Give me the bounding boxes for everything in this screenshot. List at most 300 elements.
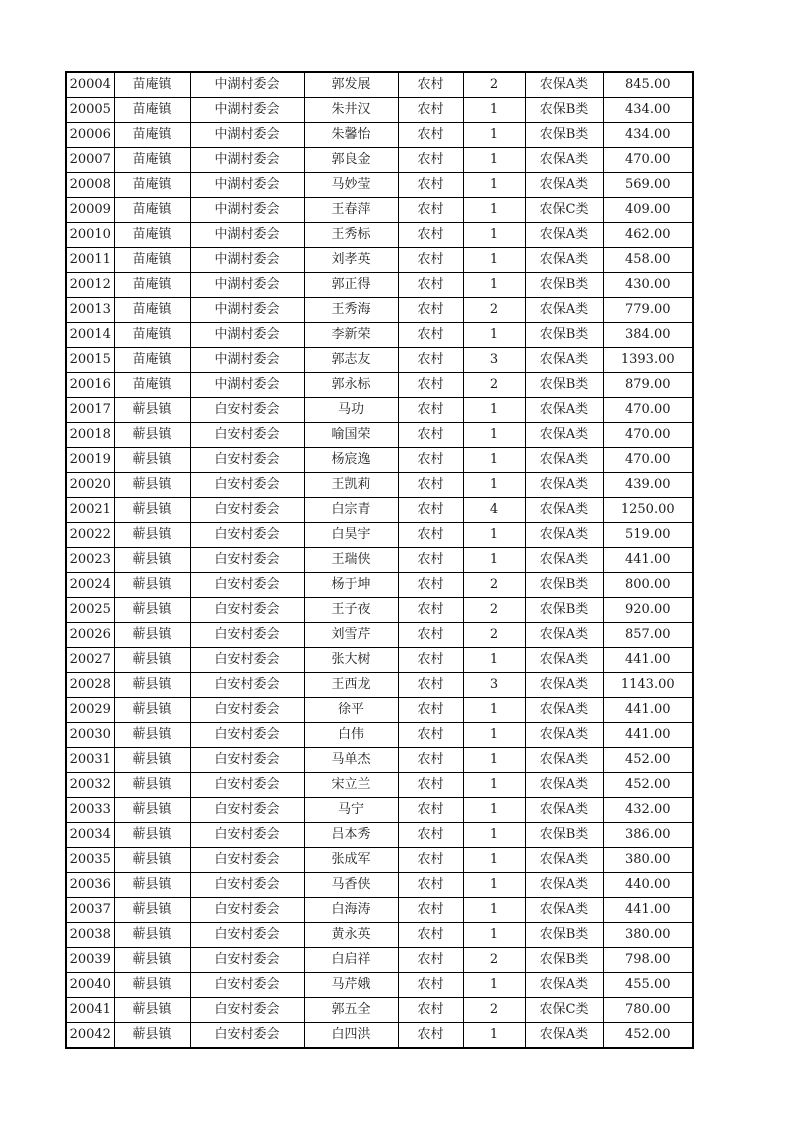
table-cell: 440.00 xyxy=(603,873,693,898)
table-cell: 441.00 xyxy=(603,898,693,923)
table-cell: 农保B类 xyxy=(525,573,603,598)
table-cell: 农村 xyxy=(398,573,463,598)
table-cell: 蕲县镇 xyxy=(114,423,190,448)
table-cell: 1 xyxy=(463,898,525,923)
table-cell: 白昊宇 xyxy=(304,523,398,548)
table-cell: 农保B类 xyxy=(525,273,603,298)
table-cell: 农保A类 xyxy=(525,873,603,898)
table-cell: 农村 xyxy=(398,498,463,523)
table-cell: 1 xyxy=(463,223,525,248)
table-row xyxy=(66,373,693,398)
table-row xyxy=(66,548,693,573)
table-cell: 1 xyxy=(463,248,525,273)
table-cell: 20029 xyxy=(66,698,114,723)
table-cell: 朱馨怡 xyxy=(304,123,398,148)
table-row xyxy=(66,98,693,123)
table-cell: 2 xyxy=(463,598,525,623)
table-cell: 20027 xyxy=(66,648,114,673)
table-cell: 张成军 xyxy=(304,848,398,873)
table-row xyxy=(66,948,693,973)
table-cell: 农村 xyxy=(398,323,463,348)
table-cell: 20033 xyxy=(66,798,114,823)
table-cell: 白安村委会 xyxy=(190,798,304,823)
table-cell: 农保A类 xyxy=(525,1023,603,1049)
table-cell: 白四洪 xyxy=(304,1023,398,1049)
table-row xyxy=(66,473,693,498)
table-cell: 苗庵镇 xyxy=(114,173,190,198)
table-cell: 郭志友 xyxy=(304,348,398,373)
table-cell: 马单杰 xyxy=(304,748,398,773)
table-cell: 蕲县镇 xyxy=(114,898,190,923)
table-cell: 蕲县镇 xyxy=(114,623,190,648)
table-cell: 农保A类 xyxy=(525,623,603,648)
table-cell: 杨宸逸 xyxy=(304,448,398,473)
table-row xyxy=(66,823,693,848)
table-cell: 王秀海 xyxy=(304,298,398,323)
table-cell: 1 xyxy=(463,148,525,173)
table-cell: 农村 xyxy=(398,298,463,323)
table-cell: 1 xyxy=(463,273,525,298)
table-cell: 苗庵镇 xyxy=(114,223,190,248)
table-cell: 452.00 xyxy=(603,773,693,798)
table-row xyxy=(66,973,693,998)
table-row xyxy=(66,198,693,223)
table-cell: 432.00 xyxy=(603,798,693,823)
table-cell: 20021 xyxy=(66,498,114,523)
table-cell: 白安村委会 xyxy=(190,398,304,423)
table-cell: 刘孝英 xyxy=(304,248,398,273)
table-cell: 519.00 xyxy=(603,523,693,548)
table-cell: 农村 xyxy=(398,673,463,698)
table-cell: 中湖村委会 xyxy=(190,323,304,348)
table-cell: 中湖村委会 xyxy=(190,148,304,173)
table-cell: 1 xyxy=(463,823,525,848)
table-cell: 农保C类 xyxy=(525,198,603,223)
table-row xyxy=(66,723,693,748)
table-cell: 中湖村委会 xyxy=(190,273,304,298)
table-cell: 蕲县镇 xyxy=(114,948,190,973)
table-cell: 20041 xyxy=(66,998,114,1023)
table-cell: 苗庵镇 xyxy=(114,198,190,223)
table-cell: 农村 xyxy=(398,823,463,848)
table-cell: 白安村委会 xyxy=(190,873,304,898)
table-cell: 农村 xyxy=(398,98,463,123)
table-cell: 20026 xyxy=(66,623,114,648)
table-cell: 蕲县镇 xyxy=(114,473,190,498)
table-cell: 1 xyxy=(463,173,525,198)
table-cell: 2 xyxy=(463,623,525,648)
table-cell: 20014 xyxy=(66,323,114,348)
table-cell: 农村 xyxy=(398,273,463,298)
table-cell: 农村 xyxy=(398,423,463,448)
table-cell: 845.00 xyxy=(603,72,693,98)
table-cell: 白安村委会 xyxy=(190,848,304,873)
table-cell: 20019 xyxy=(66,448,114,473)
table-cell: 宋立兰 xyxy=(304,773,398,798)
table-cell: 白安村委会 xyxy=(190,523,304,548)
table-row xyxy=(66,623,693,648)
table-cell: 蕲县镇 xyxy=(114,648,190,673)
table-cell: 380.00 xyxy=(603,848,693,873)
table-cell: 马宁 xyxy=(304,798,398,823)
table-cell: 农村 xyxy=(398,173,463,198)
table-cell: 20028 xyxy=(66,673,114,698)
table-cell: 中湖村委会 xyxy=(190,298,304,323)
table-row xyxy=(66,323,693,348)
table-cell: 农村 xyxy=(398,598,463,623)
table-cell: 20007 xyxy=(66,148,114,173)
table-row xyxy=(66,423,693,448)
table-cell: 农村 xyxy=(398,873,463,898)
table-cell: 中湖村委会 xyxy=(190,123,304,148)
table-cell: 800.00 xyxy=(603,573,693,598)
table-row xyxy=(66,873,693,898)
table-row xyxy=(66,448,693,473)
table-cell: 430.00 xyxy=(603,273,693,298)
table-cell: 白安村委会 xyxy=(190,723,304,748)
table-cell: 白安村委会 xyxy=(190,423,304,448)
table-cell: 农村 xyxy=(398,923,463,948)
table-cell: 农村 xyxy=(398,698,463,723)
table-cell: 1 xyxy=(463,698,525,723)
table-cell: 20039 xyxy=(66,948,114,973)
table-cell: 蕲县镇 xyxy=(114,398,190,423)
table-cell: 农保A类 xyxy=(525,848,603,873)
table-cell: 1 xyxy=(463,873,525,898)
table-cell: 3 xyxy=(463,673,525,698)
table-cell: 1 xyxy=(463,473,525,498)
table-cell: 农保A类 xyxy=(525,973,603,998)
table-cell: 吕本秀 xyxy=(304,823,398,848)
table-row xyxy=(66,573,693,598)
table-cell: 农保A类 xyxy=(525,248,603,273)
table-cell: 苗庵镇 xyxy=(114,123,190,148)
table-cell: 刘雪芹 xyxy=(304,623,398,648)
table-cell: 中湖村委会 xyxy=(190,248,304,273)
table-row xyxy=(66,72,693,98)
table-cell: 王西龙 xyxy=(304,673,398,698)
table-cell: 白安村委会 xyxy=(190,748,304,773)
table-cell: 1 xyxy=(463,448,525,473)
table-cell: 20036 xyxy=(66,873,114,898)
table-cell: 农村 xyxy=(398,848,463,873)
pension-table-body xyxy=(66,72,693,1048)
table-cell: 农保A类 xyxy=(525,698,603,723)
table-cell: 农村 xyxy=(398,723,463,748)
table-cell: 白安村委会 xyxy=(190,548,304,573)
table-cell: 白安村委会 xyxy=(190,998,304,1023)
table-cell: 470.00 xyxy=(603,148,693,173)
table-cell: 农村 xyxy=(398,948,463,973)
table-cell: 439.00 xyxy=(603,473,693,498)
table-cell: 农保B类 xyxy=(525,323,603,348)
table-cell: 1 xyxy=(463,848,525,873)
table-cell: 1 xyxy=(463,198,525,223)
table-cell: 386.00 xyxy=(603,823,693,848)
table-cell: 中湖村委会 xyxy=(190,373,304,398)
table-cell: 441.00 xyxy=(603,698,693,723)
table-cell: 喻国荣 xyxy=(304,423,398,448)
table-cell: 农村 xyxy=(398,548,463,573)
table-cell: 中湖村委会 xyxy=(190,198,304,223)
table-row xyxy=(66,523,693,548)
table-cell: 470.00 xyxy=(603,398,693,423)
table-cell: 20031 xyxy=(66,748,114,773)
table-cell: 中湖村委会 xyxy=(190,72,304,98)
table-cell: 20005 xyxy=(66,98,114,123)
table-cell: 780.00 xyxy=(603,998,693,1023)
table-cell: 王凯莉 xyxy=(304,473,398,498)
table-cell: 徐平 xyxy=(304,698,398,723)
table-cell: 农村 xyxy=(398,148,463,173)
table-row xyxy=(66,348,693,373)
table-cell: 农保A类 xyxy=(525,148,603,173)
table-cell: 1143.00 xyxy=(603,673,693,698)
table-cell: 462.00 xyxy=(603,223,693,248)
table-cell: 苗庵镇 xyxy=(114,373,190,398)
table-cell: 农保A类 xyxy=(525,648,603,673)
table-cell: 农保A类 xyxy=(525,673,603,698)
table-cell: 农保B类 xyxy=(525,598,603,623)
table-cell: 1 xyxy=(463,423,525,448)
table-cell: 434.00 xyxy=(603,123,693,148)
table-cell: 20016 xyxy=(66,373,114,398)
table-cell: 蕲县镇 xyxy=(114,773,190,798)
table-cell: 1 xyxy=(463,798,525,823)
table-row xyxy=(66,923,693,948)
table-cell: 白安村委会 xyxy=(190,673,304,698)
table-cell: 白安村委会 xyxy=(190,948,304,973)
table-cell: 蕲县镇 xyxy=(114,448,190,473)
table-cell: 农保B类 xyxy=(525,948,603,973)
table-cell: 20037 xyxy=(66,898,114,923)
table-cell: 2 xyxy=(463,72,525,98)
table-cell: 1 xyxy=(463,973,525,998)
table-cell: 农村 xyxy=(398,123,463,148)
table-cell: 20013 xyxy=(66,298,114,323)
table-cell: 20025 xyxy=(66,598,114,623)
table-cell: 470.00 xyxy=(603,423,693,448)
table-cell: 郭五全 xyxy=(304,998,398,1023)
table-cell: 农保A类 xyxy=(525,348,603,373)
table-cell: 409.00 xyxy=(603,198,693,223)
table-cell: 2 xyxy=(463,373,525,398)
table-cell: 农保A类 xyxy=(525,72,603,98)
table-row xyxy=(66,398,693,423)
table-cell: 农保A类 xyxy=(525,473,603,498)
table-cell: 1 xyxy=(463,98,525,123)
table-cell: 农保A类 xyxy=(525,523,603,548)
table-cell: 中湖村委会 xyxy=(190,223,304,248)
table-row xyxy=(66,498,693,523)
table-cell: 农保A类 xyxy=(525,723,603,748)
table-cell: 2 xyxy=(463,573,525,598)
table-cell: 农保B类 xyxy=(525,98,603,123)
table-cell: 农村 xyxy=(398,198,463,223)
table-cell: 2 xyxy=(463,998,525,1023)
table-cell: 2 xyxy=(463,948,525,973)
table-cell: 张大树 xyxy=(304,648,398,673)
table-cell: 农保B类 xyxy=(525,123,603,148)
table-cell: 1 xyxy=(463,323,525,348)
table-cell: 中湖村委会 xyxy=(190,173,304,198)
table-cell: 农保A类 xyxy=(525,223,603,248)
table-cell: 20010 xyxy=(66,223,114,248)
table-cell: 1 xyxy=(463,1023,525,1049)
table-cell: 农村 xyxy=(398,1023,463,1049)
table-cell: 农村 xyxy=(398,398,463,423)
table-cell: 农村 xyxy=(398,223,463,248)
table-cell: 苗庵镇 xyxy=(114,248,190,273)
table-cell: 农保A类 xyxy=(525,423,603,448)
table-cell: 郭良金 xyxy=(304,148,398,173)
table-cell: 农村 xyxy=(398,648,463,673)
table-cell: 郭正得 xyxy=(304,273,398,298)
table-cell: 1 xyxy=(463,548,525,573)
table-cell: 农保A类 xyxy=(525,448,603,473)
table-cell: 380.00 xyxy=(603,923,693,948)
table-cell: 中湖村委会 xyxy=(190,98,304,123)
table-cell: 白安村委会 xyxy=(190,648,304,673)
table-cell: 20023 xyxy=(66,548,114,573)
table-cell: 1 xyxy=(463,723,525,748)
table-cell: 马香侠 xyxy=(304,873,398,898)
table-cell: 蕲县镇 xyxy=(114,523,190,548)
table-cell: 农村 xyxy=(398,373,463,398)
table-row xyxy=(66,173,693,198)
table-cell: 农村 xyxy=(398,248,463,273)
table-cell: 农保A类 xyxy=(525,548,603,573)
table-cell: 蕲县镇 xyxy=(114,823,190,848)
table-cell: 农村 xyxy=(398,973,463,998)
table-cell: 1 xyxy=(463,123,525,148)
table-cell: 1 xyxy=(463,523,525,548)
table-row xyxy=(66,298,693,323)
table-cell: 农村 xyxy=(398,72,463,98)
table-cell: 20009 xyxy=(66,198,114,223)
table-cell: 苗庵镇 xyxy=(114,348,190,373)
table-cell: 20024 xyxy=(66,573,114,598)
table-cell: 蕲县镇 xyxy=(114,598,190,623)
table-cell: 441.00 xyxy=(603,548,693,573)
table-cell: 798.00 xyxy=(603,948,693,973)
table-cell: 1 xyxy=(463,773,525,798)
table-cell: 郭发展 xyxy=(304,72,398,98)
table-cell: 农保C类 xyxy=(525,998,603,1023)
table-cell: 白安村委会 xyxy=(190,473,304,498)
table-cell: 苗庵镇 xyxy=(114,148,190,173)
table-cell: 王秀标 xyxy=(304,223,398,248)
table-cell: 452.00 xyxy=(603,748,693,773)
table-cell: 苗庵镇 xyxy=(114,298,190,323)
table-cell: 苗庵镇 xyxy=(114,323,190,348)
table-cell: 蕲县镇 xyxy=(114,698,190,723)
table-cell: 农保B类 xyxy=(525,823,603,848)
table-cell: 蕲县镇 xyxy=(114,923,190,948)
table-cell: 20030 xyxy=(66,723,114,748)
table-cell: 白宗青 xyxy=(304,498,398,523)
table-cell: 920.00 xyxy=(603,598,693,623)
table-cell: 白安村委会 xyxy=(190,773,304,798)
table-row xyxy=(66,698,693,723)
table-cell: 朱井汉 xyxy=(304,98,398,123)
table-cell: 20038 xyxy=(66,923,114,948)
table-cell: 1 xyxy=(463,398,525,423)
table-cell: 蕲县镇 xyxy=(114,848,190,873)
table-cell: 20008 xyxy=(66,173,114,198)
table-cell: 20034 xyxy=(66,823,114,848)
table-cell: 农保A类 xyxy=(525,173,603,198)
table-cell: 452.00 xyxy=(603,1023,693,1049)
table-cell: 农村 xyxy=(398,773,463,798)
table-cell: 1250.00 xyxy=(603,498,693,523)
table-cell: 马妙莹 xyxy=(304,173,398,198)
table-cell: 白安村委会 xyxy=(190,898,304,923)
table-cell: 20011 xyxy=(66,248,114,273)
table-cell: 蕲县镇 xyxy=(114,673,190,698)
table-row xyxy=(66,598,693,623)
table-cell: 蕲县镇 xyxy=(114,998,190,1023)
table-row xyxy=(66,123,693,148)
table-cell: 农村 xyxy=(398,623,463,648)
table-cell: 20015 xyxy=(66,348,114,373)
table-cell: 20042 xyxy=(66,1023,114,1049)
table-cell: 白安村委会 xyxy=(190,823,304,848)
table-cell: 苗庵镇 xyxy=(114,98,190,123)
table-cell: 农村 xyxy=(398,798,463,823)
table-row xyxy=(66,998,693,1023)
table-cell: 农村 xyxy=(398,473,463,498)
table-cell: 中湖村委会 xyxy=(190,348,304,373)
table-cell: 农保B类 xyxy=(525,373,603,398)
table-cell: 3 xyxy=(463,348,525,373)
table-cell: 王瑞侠 xyxy=(304,548,398,573)
table-cell: 蕲县镇 xyxy=(114,573,190,598)
table-cell: 蕲县镇 xyxy=(114,798,190,823)
table-cell: 李新荣 xyxy=(304,323,398,348)
table-cell: 白安村委会 xyxy=(190,973,304,998)
table-cell: 20006 xyxy=(66,123,114,148)
pension-record-table xyxy=(65,71,694,1049)
table-cell: 2 xyxy=(463,298,525,323)
table-cell: 农村 xyxy=(398,523,463,548)
table-cell: 蕲县镇 xyxy=(114,723,190,748)
table-cell: 20018 xyxy=(66,423,114,448)
table-cell: 农保A类 xyxy=(525,898,603,923)
table-cell: 20004 xyxy=(66,72,114,98)
table-cell: 农保A类 xyxy=(525,748,603,773)
table-cell: 441.00 xyxy=(603,723,693,748)
table-cell: 白安村委会 xyxy=(190,1023,304,1049)
table-row xyxy=(66,273,693,298)
table-cell: 农村 xyxy=(398,748,463,773)
table-cell: 苗庵镇 xyxy=(114,273,190,298)
table-cell: 蕲县镇 xyxy=(114,1023,190,1049)
table-cell: 农村 xyxy=(398,998,463,1023)
table-cell: 1393.00 xyxy=(603,348,693,373)
table-cell: 王春萍 xyxy=(304,198,398,223)
table-cell: 蕲县镇 xyxy=(114,548,190,573)
table-cell: 20020 xyxy=(66,473,114,498)
table-cell: 农保A类 xyxy=(525,298,603,323)
table-cell: 蕲县镇 xyxy=(114,873,190,898)
table-row xyxy=(66,773,693,798)
table-cell: 蕲县镇 xyxy=(114,498,190,523)
table-row xyxy=(66,223,693,248)
table-cell: 农保A类 xyxy=(525,773,603,798)
table-cell: 20040 xyxy=(66,973,114,998)
table-cell: 黄永英 xyxy=(304,923,398,948)
